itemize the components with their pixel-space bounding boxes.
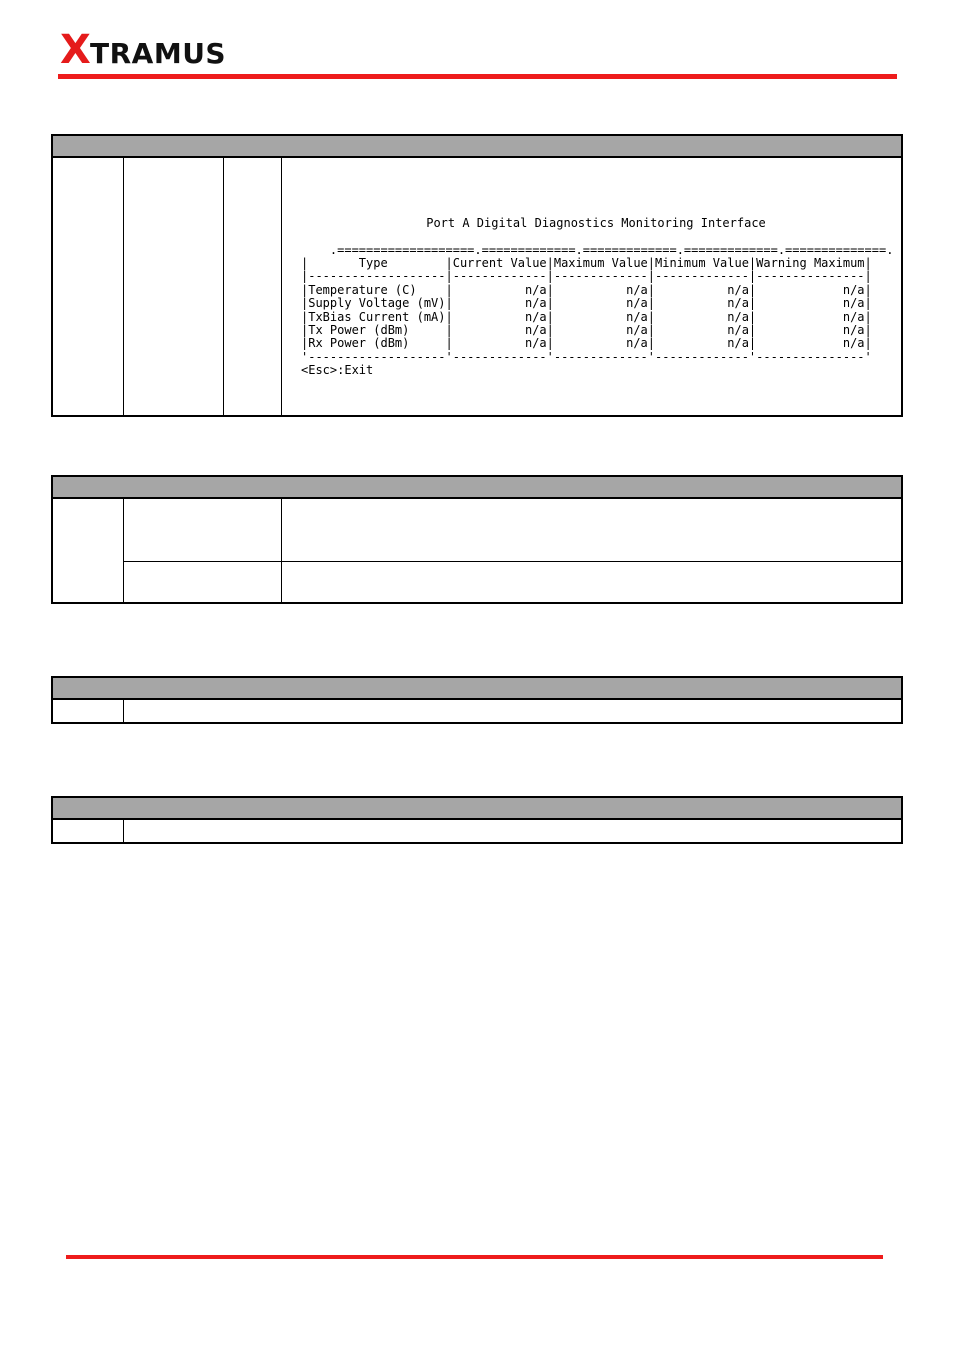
terminal-row-tx-power: |Tx Power (dBm) | n/a| n/a| n/a| n/a| <box>301 323 872 338</box>
terminal-row-temperature: |Temperature (C) | n/a| n/a| n/a| n/a| <box>301 282 872 297</box>
column-divider <box>281 158 282 415</box>
column-divider <box>223 158 224 415</box>
terminal-row-supply-voltage: |Supply Voltage (mV)| n/a| n/a| n/a| n/a| <box>301 296 872 311</box>
table-simple-a <box>51 676 903 724</box>
terminal-footer: <Esc>:Exit <box>301 363 374 378</box>
footer-rule <box>66 1255 883 1259</box>
terminal-border-bottom: '-------------------'-------------'-------------'-------------'---------------' <box>301 349 872 364</box>
column-divider <box>123 820 124 842</box>
table-simple-b <box>51 796 903 844</box>
column-divider <box>123 700 124 722</box>
table-header-bar <box>53 798 901 820</box>
column-divider <box>123 158 124 415</box>
terminal-divider: |-------------------|-------------|-------------|-------------|---------------| <box>301 269 872 284</box>
logo-wordmark: TRAMUS <box>90 37 227 70</box>
column-divider <box>281 499 282 602</box>
table-header-bar <box>53 136 901 158</box>
header-rule <box>58 74 897 79</box>
terminal-row-txbias-current: |TxBias Current (mA)| n/a| n/a| n/a| n/a| <box>301 309 872 324</box>
terminal-border-top: .===================.=============.=============.=============.==============. <box>329 242 894 257</box>
table-header-bar <box>53 678 901 700</box>
terminal-row-rx-power: |Rx Power (dBm) | n/a| n/a| n/a| n/a| <box>301 336 872 351</box>
terminal-screenshot <box>301 190 894 391</box>
column-divider <box>123 499 124 602</box>
table-header-bar <box>53 477 901 499</box>
table-dmi-command <box>51 134 903 417</box>
row-divider <box>123 561 901 562</box>
terminal-header-row: | Type |Current Value|Maximum Value|Minimum Value|Warning Maximum| <box>301 256 872 271</box>
logo-x-mark: X <box>60 27 91 73</box>
terminal-title: Port A Digital Diagnostics Monitoring Interface <box>426 215 766 230</box>
table-parameters <box>51 475 903 604</box>
